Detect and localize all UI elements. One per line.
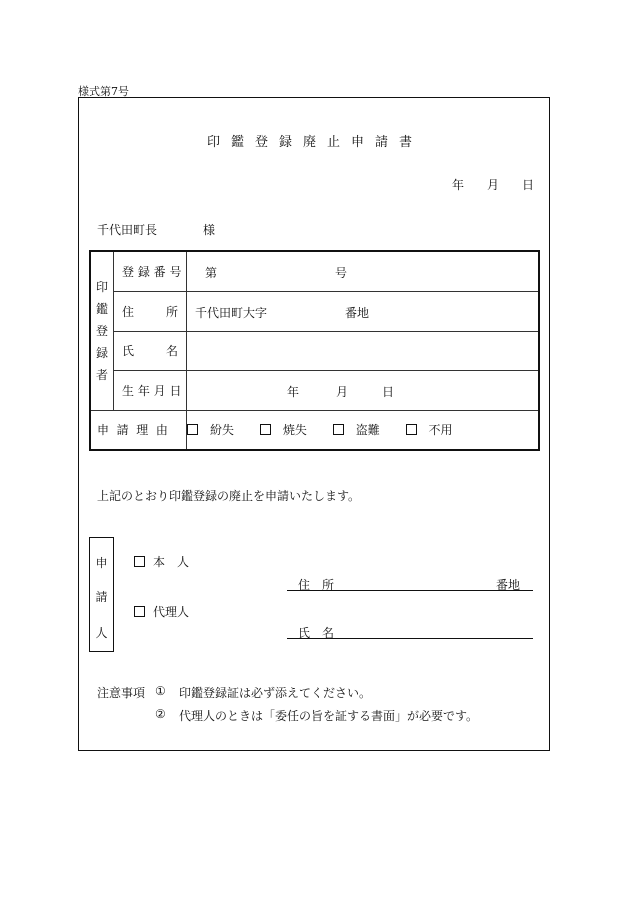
applicant-box [89, 537, 114, 652]
reason-stolen-checkbox[interactable] [333, 424, 344, 435]
reason-options [187, 410, 540, 450]
name-field[interactable] [187, 331, 540, 370]
reason-burned-checkbox[interactable] [260, 424, 271, 435]
birthdate-label: 生 年 月 日 [122, 383, 182, 398]
reason-option-lost[interactable] [187, 421, 234, 438]
request-statement: 上記のとおり印鑑登録の廃止を申請いたします。 [97, 489, 361, 503]
registration-number-suffix: 号 [335, 266, 348, 280]
addressee-honorific: 様 [203, 223, 216, 237]
applicant-name-label: 氏 名 [298, 626, 335, 640]
date-day-label: 日 [522, 178, 535, 192]
reason-label: 申 請 理 由 [97, 423, 168, 438]
reason-label-cell [90, 410, 187, 450]
form-title: 印鑑登録廃止申請書 [206, 135, 423, 150]
birthdate-month-label: 月 [336, 384, 349, 399]
registration-number-label: 登 録 番 号 [122, 264, 182, 279]
applicant-label-1: 申 [95, 556, 108, 570]
form-number: 様式第7号 [78, 85, 129, 98]
applicant-option-agent[interactable] [134, 603, 189, 620]
reason-unneeded-checkbox[interactable] [406, 424, 417, 435]
applicant-agent-checkbox[interactable] [134, 606, 145, 617]
reason-unneeded-label: 不用 [428, 423, 453, 438]
registration-number-prefix: 第 [205, 266, 218, 280]
applicant-option-self[interactable] [134, 553, 189, 570]
reason-lost-checkbox[interactable] [187, 424, 198, 435]
reason-option-burned[interactable] [260, 421, 307, 438]
address-label-cell [114, 291, 187, 331]
applicant-self-checkbox[interactable] [134, 556, 145, 567]
notes-heading: 注意事項 [97, 686, 146, 700]
applicant-address-label: 住 所 [298, 578, 335, 592]
birthdate-field[interactable] [187, 370, 540, 410]
applicant-label-3: 人 [95, 626, 108, 640]
reason-lost-label: 紛失 [210, 423, 235, 438]
registration-number-label-cell [114, 251, 187, 291]
reason-stolen-label: 盗難 [355, 423, 380, 438]
address-label-b: 所 [165, 304, 178, 319]
address-label-a: 住 [122, 304, 135, 319]
note-2-text: 代理人のときは「委任の旨を証する書面」が必要です。 [179, 709, 479, 723]
birthdate-day-label: 日 [382, 384, 395, 399]
address-value: 千代田町大字 [195, 305, 268, 320]
note-1-text: 印鑑登録証は必ず添えてください。 [179, 686, 372, 700]
address-suffix: 番地 [345, 305, 370, 320]
reason-option-unneeded[interactable] [406, 421, 453, 438]
registrant-table [89, 250, 540, 451]
address-field[interactable] [187, 291, 540, 331]
note-1-mark: ① [155, 684, 166, 698]
birthdate-label-cell [114, 370, 187, 410]
applicant-address-suffix: 番地 [496, 578, 521, 592]
date-year-label: 年 [452, 178, 465, 192]
applicant-label-2: 請 [95, 590, 108, 604]
registration-number-field[interactable] [187, 251, 540, 291]
addressee-name: 千代田町長 [97, 223, 158, 237]
applicant-agent-label: 代理人 [153, 605, 190, 619]
name-label-a: 氏 [122, 344, 135, 358]
reason-burned-label: 焼失 [282, 423, 307, 438]
name-label-b: 名 [165, 344, 178, 358]
reason-option-stolen[interactable] [333, 421, 380, 438]
applicant-name-line[interactable] [287, 638, 533, 639]
date-month-label: 月 [487, 178, 500, 192]
name-label-cell [114, 331, 187, 370]
applicant-self-label: 本 人 [153, 555, 190, 569]
birthdate-year-label: 年 [287, 384, 300, 399]
applicant-address-line[interactable] [287, 590, 533, 591]
note-2-mark: ② [155, 707, 166, 721]
registrant-group-label: 印鑑登録者 [90, 251, 114, 410]
